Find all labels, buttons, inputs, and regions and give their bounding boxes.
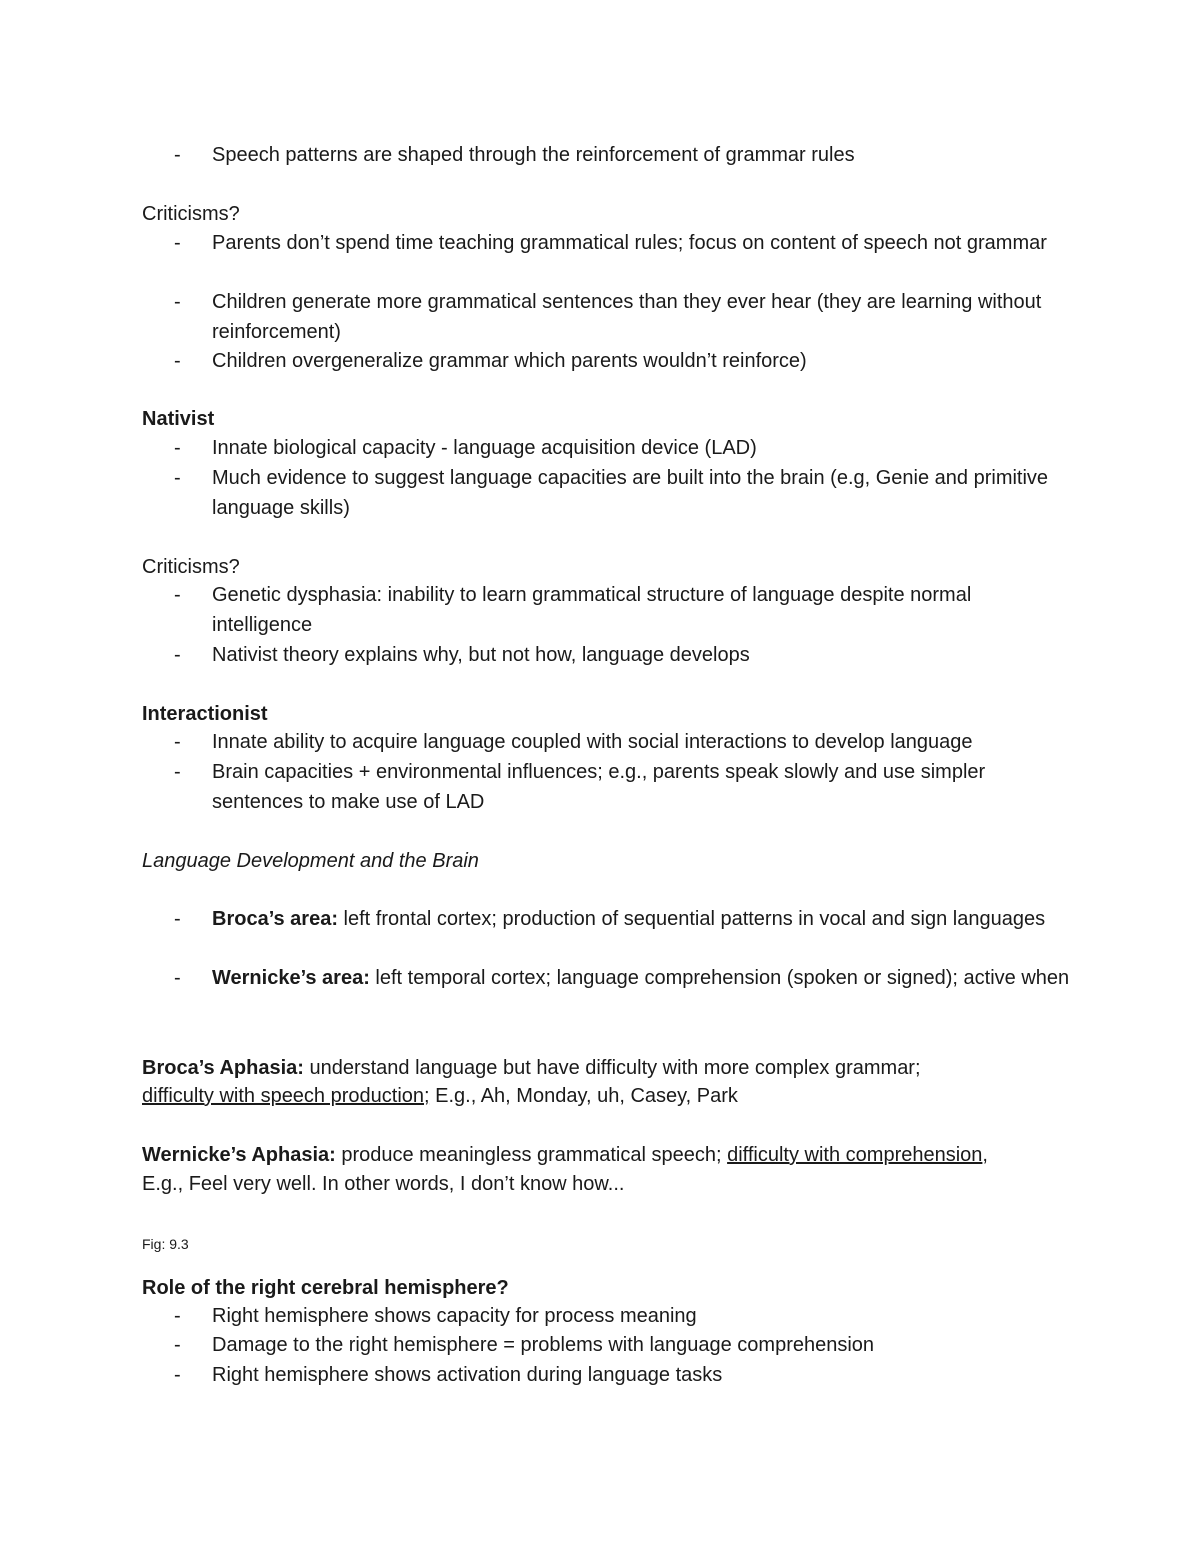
bullet-dash: - [174, 761, 181, 783]
paragraph-text [142, 1054, 1062, 1110]
term-brocas-area: Broca’s area: [212, 908, 338, 930]
bullet-text: Damage to the right hemisphere = problems with language comprehension [212, 1334, 875, 1356]
paragraph-text [142, 1141, 1082, 1199]
paragraph-span: E.g., Feel very well. In other words, I don’t know how... [142, 1173, 625, 1195]
term-brocas-aphasia: Broca’s Aphasia: [142, 1057, 304, 1079]
section-heading-interactionist: Interactionist [142, 703, 268, 725]
bullet-text: Speech patterns are shaped through the reinforcement of grammar rules [212, 144, 855, 166]
bullet-text: Genetic dysphasia: inability to learn grammatical structure of language despite normal intelligence [212, 584, 972, 636]
bullet-dash: - [174, 144, 181, 166]
bullet-dash: - [174, 967, 181, 989]
underlined-phrase: difficulty with speech production; [142, 1085, 430, 1107]
underlined-phrase: difficulty with comprehension [727, 1144, 983, 1166]
paragraph-span: understand language but have difficulty with more complex grammar; [303, 1057, 921, 1079]
term-wernickes-aphasia: Wernicke’s Aphasia: [142, 1144, 336, 1166]
bullet-dash: - [174, 437, 181, 459]
bullet-text: Right hemisphere shows capacity for process meaning [212, 1305, 697, 1327]
section-heading-nativist: Nativist [142, 408, 215, 430]
criticisms-label: Criticisms? [142, 203, 240, 225]
bullet-dash: - [174, 350, 181, 372]
bullet-dash: - [174, 291, 181, 313]
bullet-text [212, 905, 1072, 935]
bullet-text: Children overgeneralize grammar which parents wouldn’t reinforce) [212, 350, 807, 372]
paragraph-span: produce meaningless grammatical speech; [335, 1144, 728, 1166]
figure-label: Fig: 9.3 [142, 1236, 189, 1252]
paragraph-span: , [982, 1144, 988, 1166]
bullet-text: Much evidence to suggest language capacities are built into the brain (e.g, Genie and primitive language skills) [212, 467, 1049, 519]
wernickes-area-description: left temporal cortex; language comprehension (spoken or signed); active when [369, 967, 1070, 989]
bullet-dash: - [174, 731, 181, 753]
criticisms-label: Criticisms? [142, 556, 240, 578]
brocas-area-description: left frontal cortex; production of sequential patterns in vocal and sign languages [338, 908, 1046, 930]
bullet-dash: - [174, 908, 181, 930]
bullet-text: Parents don’t spend time teaching grammatical rules; focus on content of speech not grammar [212, 232, 1047, 254]
paragraph-span: E.g., Ah, Monday, uh, Casey, Park [429, 1085, 738, 1107]
term-wernickes-area: Wernicke’s area: [212, 967, 370, 989]
bullet-dash: - [174, 232, 181, 254]
section-title-brain: Language Development and the Brain [142, 850, 479, 872]
bullet-text: Right hemisphere shows activation during language tasks [212, 1364, 723, 1386]
bullet-dash: - [174, 644, 181, 666]
bullet-text: Innate biological capacity - language acquisition device (LAD) [212, 437, 757, 459]
bullet-text: Innate ability to acquire language coupled with social interactions to develop language [212, 731, 973, 753]
bullet-dash: - [174, 467, 181, 489]
bullet-dash: - [174, 1305, 181, 1327]
bullet-dash: - [174, 1364, 181, 1386]
bullet-text [212, 964, 1072, 994]
bullet-text: Brain capacities + environmental influences; e.g., parents speak slowly and use simpler sentences to make use of LAD [212, 761, 986, 813]
bullet-text: Nativist theory explains why, but not how, language develops [212, 644, 750, 666]
bullet-dash: - [174, 1334, 181, 1356]
bullet-dash: - [174, 584, 181, 606]
bullet-text: Children generate more grammatical sentences than they ever hear (they are learning without reinforcement) [212, 291, 1042, 343]
section-heading-right-hemisphere: Role of the right cerebral hemisphere? [142, 1277, 509, 1299]
